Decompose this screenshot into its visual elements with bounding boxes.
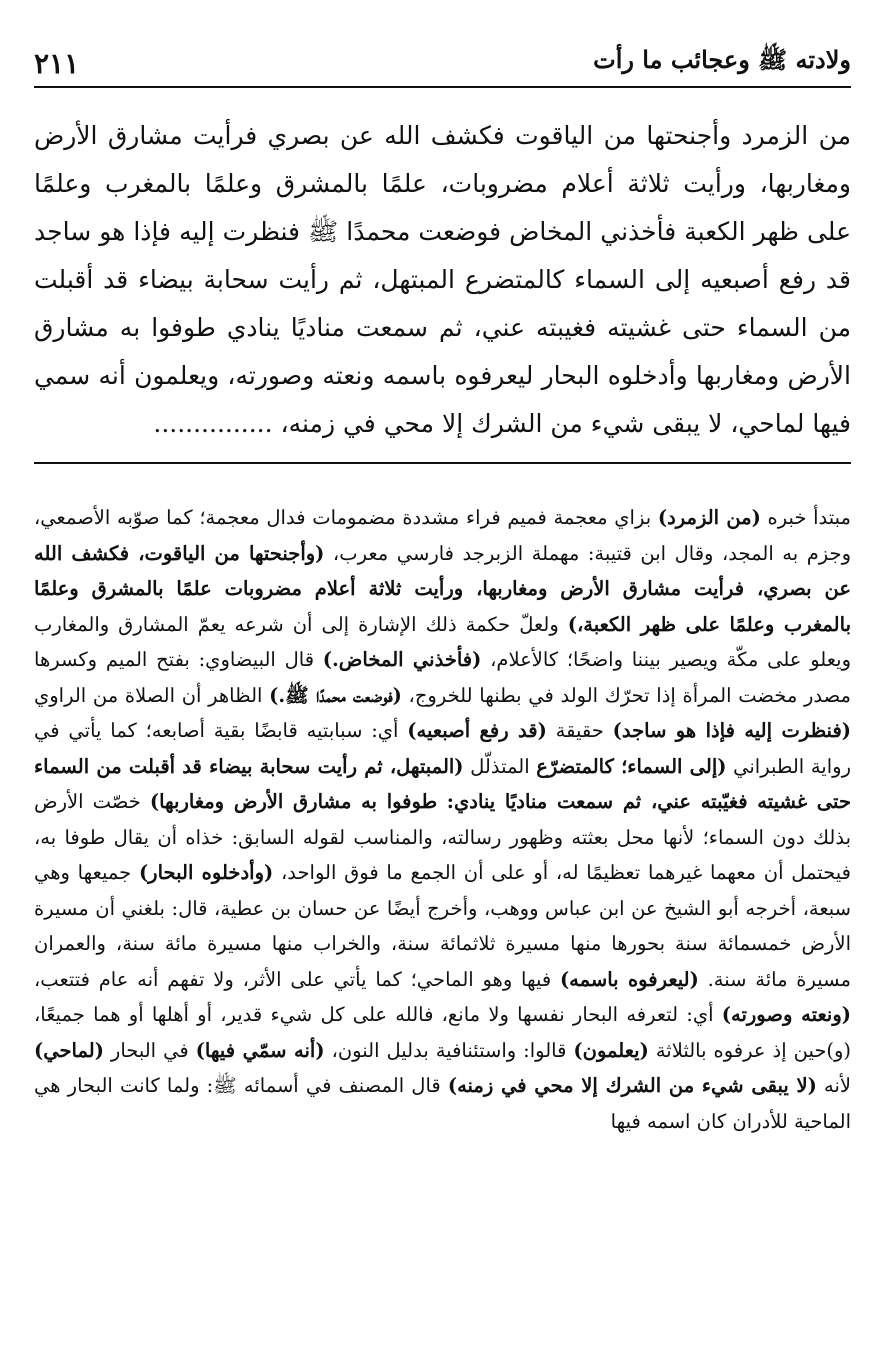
commentary-text-segment: في البحار — [103, 1038, 196, 1062]
quoted-text-segment: (فنظرت إليه فإذا هو ساجد) — [612, 719, 851, 742]
quoted-text-segment: (قد رفع أصبعيه) — [407, 719, 547, 742]
quoted-text-segment: (يعلمون) — [573, 1038, 649, 1062]
main-text-ellipsis: ............... — [153, 409, 273, 438]
quoted-text-segment: (لماحي) — [34, 1038, 104, 1062]
commentary-text-segment: حقيقة — [546, 719, 613, 742]
quoted-text-segment: (لا يبقى شيء من الشرك إلا محي في زمنه) — [447, 1074, 817, 1097]
commentary-text-segment: مبتدأ خبره — [760, 506, 851, 529]
commentary-text-segment: قال المصنف في أسمائه ﷺ: ولما كانت البحار هي الماحية للأدران كان اسمه فيها — [34, 1074, 851, 1133]
running-title: ولادته ﷺ وعجائب ما رأت — [593, 45, 851, 74]
quoted-text-segment: (ونعته وصورته) — [721, 1003, 851, 1026]
quoted-text-segment: (إلى السماء؛ كالمتضرّع — [536, 754, 727, 778]
footnote-separator — [34, 462, 851, 464]
commentary-text-segment: لأنه — [816, 1074, 851, 1097]
commentary-text-segment: الظاهر أن الصلاة من الراوي — [34, 683, 270, 707]
commentary-text-segment: قال البيضاوي: بفتح الميم وكسرها مصدر مخضت المرأة إذا تحرّك الولد في بطنها للخروج، — [34, 648, 851, 707]
quoted-text-segment: (من الزمرد) — [657, 506, 761, 529]
main-text-body: من الزمرد وأجنحتها من الياقوت فكشف الله عن بصري فرأيت مشارق الأرض ومغاربها، ورأيت ثلاثة أعلام مضروبات، علمًا بالمشرق وعلمًا بالمغرب وعلمًا على ظهر الكعبة فأخذني المخاض فوضعت محمدًا ﷺ فنظرت إليه فإذا هو ساجد قد رفع أصبعيه إلى السماء كالمتضرع المبتهل، ثم رأيت سحابة بيضاء قد أقبلت من السماء حتى غشيته فغيبته عني، ثم سمعت مناديًا ينادي طوفوا به مشارق الأرض ومغاربها وأدخلوه البحار ليعرفوه باسمه ونعته وصورته، ويعلمون أنه سمي فيها لماحي، لا يبقى شيء من الشرك إلا محي في زمنه، — [34, 121, 851, 438]
quoted-text-segment: (المبتهل، ثم رأيت سحابة بيضاء قد أقبلت من السماء حتى غشيته فغيّبته عني، ثم سمعت مناديًا ينادي: طوفوا به مشارق الأرض ومغاربها) — [34, 754, 851, 813]
quoted-text-segment: (أنه سمّي فيها) — [195, 1038, 325, 1062]
commentary-text-segment: جميعها وهي سبعة، أخرجه أبو الشيخ عن ابن عباس ووهب، وأخرج أيضًا عن حسان بن عطية، قال: بلغني أن مسيرة الأرض خمسمائة سنة بحورها منها مسيرة ثلاثمائة سنة، والخراب منها مسيرة مائة سنة، والعمران مسيرة مائة سنة. — [34, 861, 851, 991]
commentary-text-segment: أي: لتعرفه البحار نفسها ولا مانع، فالله على كل شيء قدير، أو أهلها أو هما جميعًا، (و)حين إذ عرفوه بالثلاثة — [34, 1003, 852, 1062]
page-header — [34, 42, 851, 88]
commentary-text-segment: خصّت الأرض بذلك دون السماء؛ لأنها محل بعثته وظهور رسالته، والمناسب لقوله السابق: خذاه أن يقال طوفا به، فيحتمل أن معهما غيرهما تعظيمًا له، أو على أن الجمع ما فوق الواحد، — [34, 790, 851, 884]
commentary-text-segment: قالوا: واستئنافية بدليل النون، — [324, 1038, 574, 1062]
quoted-text-segment: (وأجنحتها من الياقوت، فكشف الله عن بصري، فرأيت مشارق الأرض ومغاربها، ورأيت ثلاثة أعلام مضروبات علمًا بالمشرق وعلمًا بالمغرب وعلمًا على ظهر الكعبة،) — [34, 541, 851, 636]
commentary-text-segment: المتذلّل — [463, 754, 537, 778]
quoted-text-segment: (ليعرفوه باسمه) — [559, 967, 699, 991]
commentary-block — [34, 500, 851, 1139]
quoted-text-segment: (فوضعت محمدًا ﷺ.) — [269, 683, 402, 707]
page-number: ٢١١ — [34, 47, 80, 80]
commentary-text-segment: ولعلّ حكمة ذلك الإشارة إلى أن شرعه يعمّ المشارق والمغارب ويعلو على مكّة ويصير بيننا واضحًا؛ كالأعلام، — [34, 612, 851, 671]
main-text-block — [34, 112, 851, 448]
commentary-text-segment: فيها وهو الماحي؛ كما يأتي على الأثر، ولا تفهم أنه عام فتتعب، — [34, 967, 560, 991]
commentary-text-segment: بزاي معجمة فميم فراء مشددة مضمومات فدال معجمة؛ كما صوّبه الأصمعي، وجزم به المجد، وقال ابن قتيبة: مهملة الزبرجد فارسي معرب، — [34, 506, 851, 565]
quoted-text-segment: (وأدخلوه البحار) — [138, 861, 274, 884]
quoted-text-segment: (فأخذني المخاض.) — [322, 648, 482, 671]
commentary-text-segment: أي: سبابتيه قابضًا بقية أصابعه؛ كما يأتي في رواية الطبراني — [34, 719, 851, 778]
